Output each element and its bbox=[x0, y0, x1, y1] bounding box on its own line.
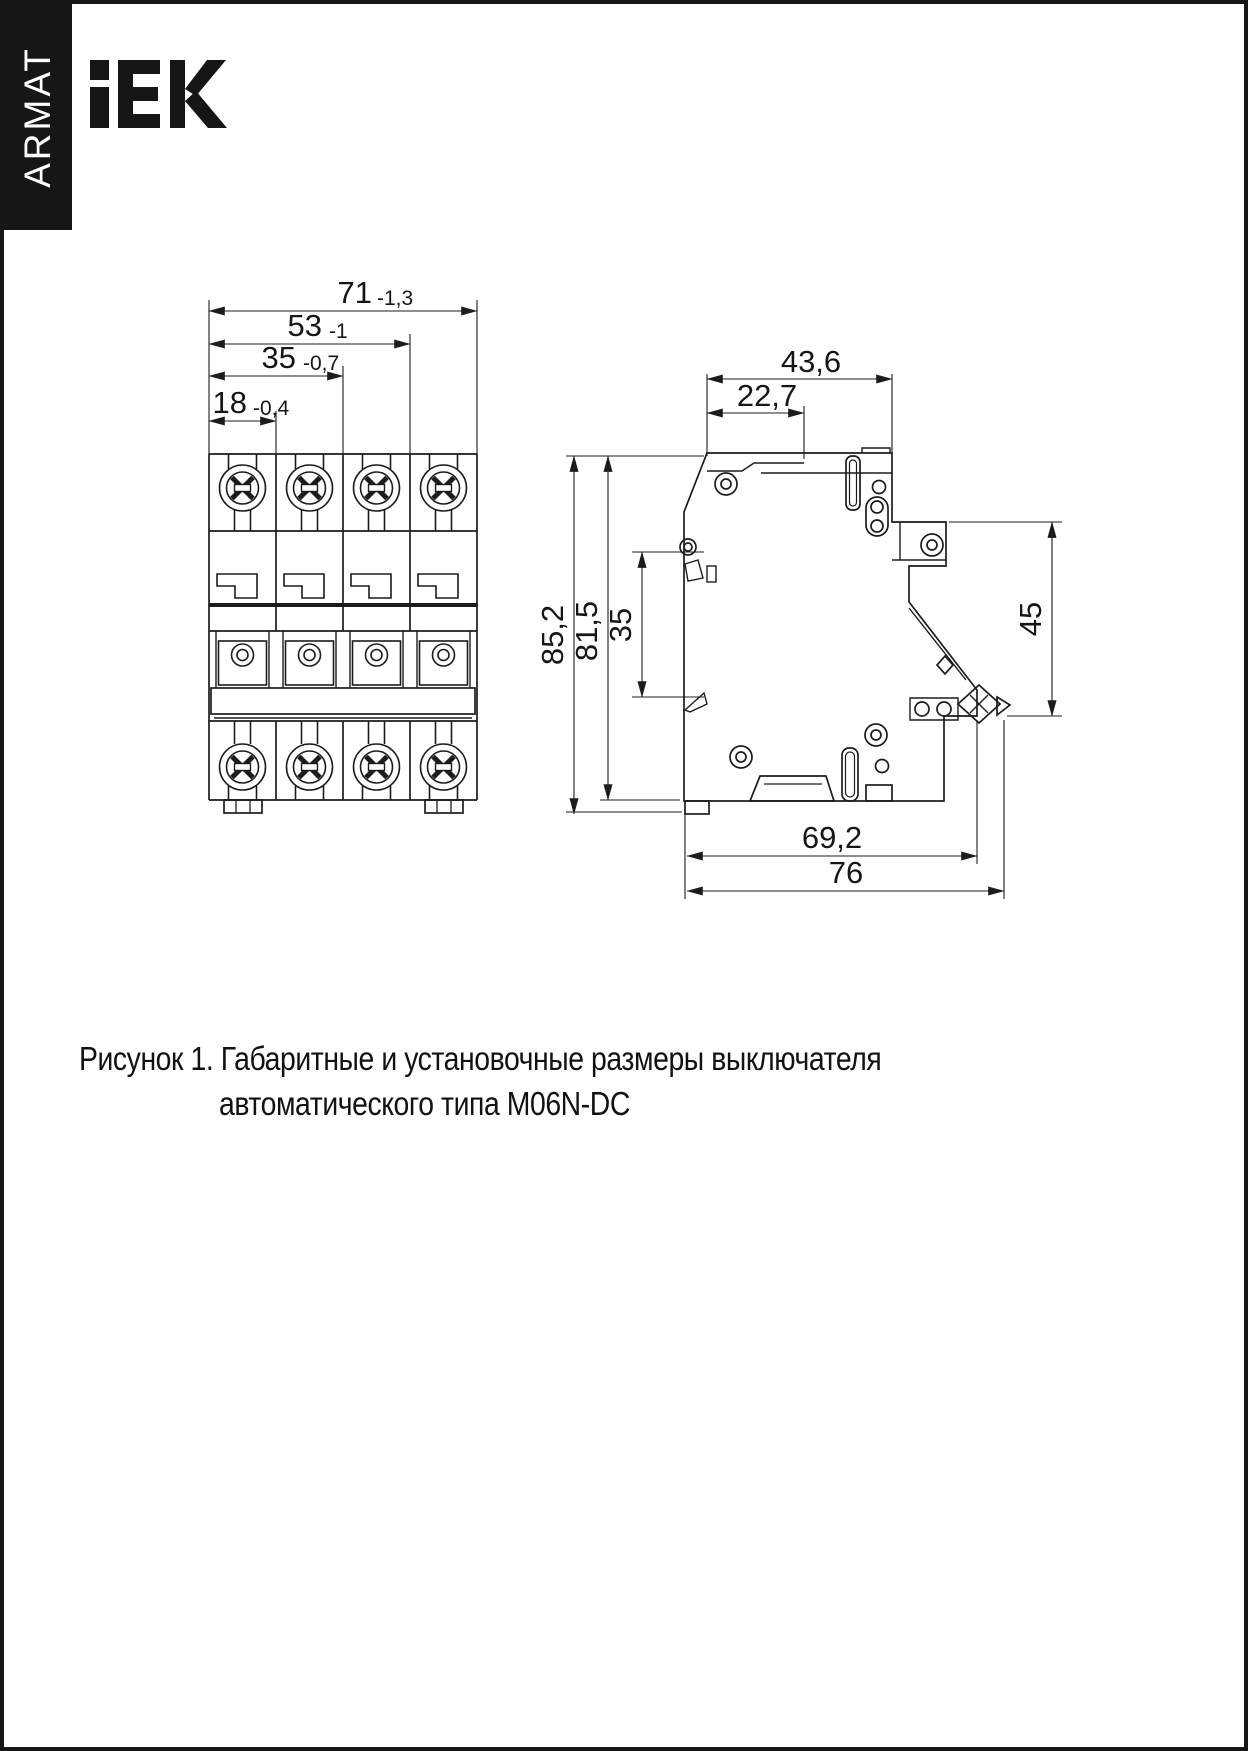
front-view bbox=[209, 275, 477, 813]
dim-18-tolerance: -0,4 bbox=[253, 397, 290, 420]
side-view-body bbox=[680, 448, 1010, 814]
dim-71-value: 71 bbox=[337, 275, 372, 310]
armat-banner-label: ARMAT bbox=[17, 46, 59, 188]
side-view-dimension-labels bbox=[535, 344, 1048, 890]
figure-caption-line2: автоматического типа M06N-DC bbox=[219, 1085, 630, 1122]
front-view-pole-tabs bbox=[217, 574, 458, 598]
side-view bbox=[535, 344, 1062, 899]
figure-1-drawing bbox=[4, 4, 1248, 964]
dim-76: 76 bbox=[828, 855, 864, 890]
dim-71-tolerance: -1,3 bbox=[377, 287, 414, 310]
dim-85-2: 85,2 bbox=[535, 604, 570, 666]
dim-35-value: 35 bbox=[261, 340, 296, 375]
front-view-dimension-labels bbox=[213, 275, 414, 420]
dim-53-value: 53 bbox=[287, 308, 322, 343]
front-view-toggles bbox=[219, 641, 468, 685]
dim-35-side: 35 bbox=[603, 607, 638, 643]
dim-81-5: 81,5 bbox=[569, 600, 604, 662]
dim-18-value: 18 bbox=[212, 385, 247, 420]
dim-35-tolerance: -0,7 bbox=[303, 352, 340, 375]
dim-22-7: 22,7 bbox=[736, 378, 798, 413]
dim-45: 45 bbox=[1013, 601, 1048, 637]
dim-69-2: 69,2 bbox=[801, 820, 863, 855]
dim-53-tolerance: -1 bbox=[329, 320, 348, 343]
dim-43-6: 43,6 bbox=[780, 344, 842, 379]
figure-caption-line1: Рисунок 1. Габаритные и установочные размеры выключателя bbox=[79, 1040, 882, 1077]
